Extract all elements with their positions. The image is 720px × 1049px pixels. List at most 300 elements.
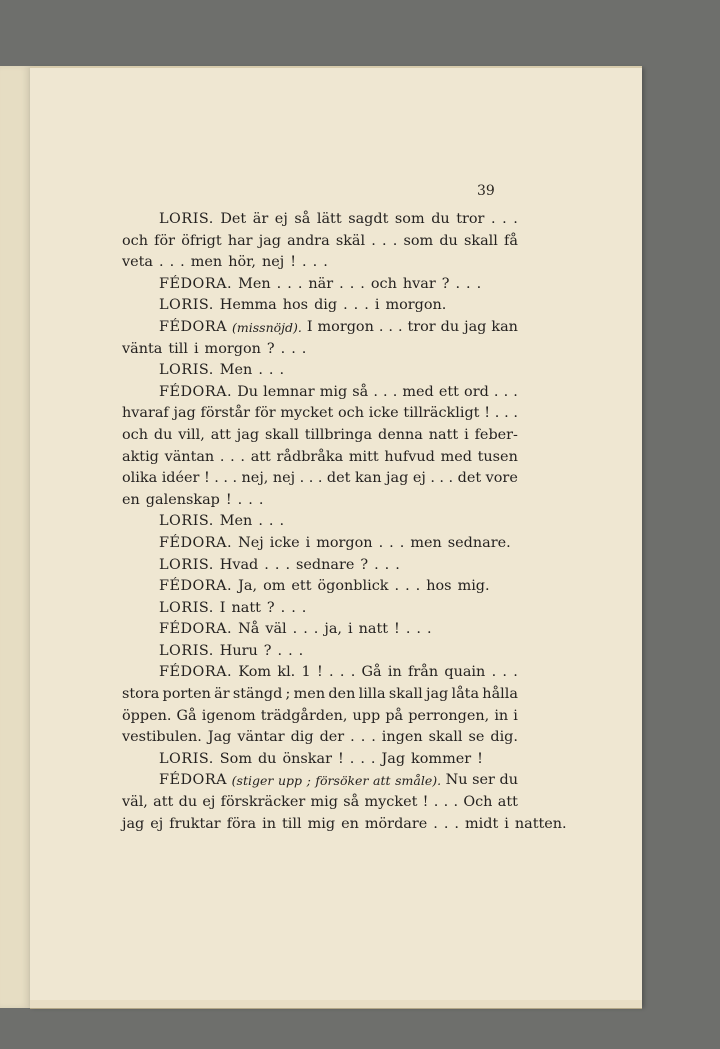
text-word: och — [338, 405, 365, 422]
text-word: . — [371, 729, 376, 746]
text-line — [122, 684, 518, 706]
text-line — [122, 317, 518, 339]
text-word: mördare — [364, 815, 428, 832]
text-word: Som — [219, 750, 252, 767]
text-word: i — [305, 534, 311, 551]
text-word: . — [513, 405, 518, 422]
text-word: så — [343, 794, 360, 811]
text-word: aktig — [122, 448, 159, 465]
text-word: med — [440, 448, 472, 465]
text-word: i — [374, 297, 380, 314]
text-word: . — [426, 621, 432, 638]
text-word: du — [499, 772, 518, 789]
text-word: trädgården, — [260, 707, 348, 724]
text-word: natt — [428, 426, 459, 443]
text-word: du — [153, 426, 173, 443]
text-word: . — [513, 211, 518, 227]
text-word: midt — [465, 815, 499, 832]
text-line — [122, 727, 518, 749]
text-line — [122, 339, 518, 361]
text-word: att — [153, 794, 174, 811]
text-word: sednare. — [447, 534, 511, 551]
text-line — [122, 360, 518, 382]
text-word: galenskap — [145, 491, 220, 508]
text-word: . — [232, 470, 238, 487]
text-word: men — [190, 254, 223, 271]
text-word: Nu — [445, 772, 468, 789]
text-word: in — [494, 707, 509, 724]
text-word: . — [292, 621, 298, 638]
text-line — [122, 814, 567, 836]
text-word: kan — [491, 318, 518, 335]
text-word: . — [301, 599, 307, 616]
text-line — [122, 274, 518, 296]
text-word: . — [277, 642, 283, 659]
text-word: mig — [310, 794, 338, 811]
text-word: . — [237, 491, 243, 508]
text-word: lätt — [316, 211, 342, 227]
text-word: icke — [368, 405, 399, 422]
text-word: . — [373, 383, 378, 400]
left-page-edge — [0, 66, 31, 1008]
text-word: hufvud — [384, 448, 435, 465]
text-word: . — [280, 340, 286, 357]
text-word: nej, — [241, 470, 269, 487]
text-word: när — [308, 275, 334, 292]
text-word: 1 — [301, 664, 311, 681]
text-word: mig — [307, 815, 336, 832]
text-word: igenom — [201, 707, 256, 724]
page-number: 39 — [477, 183, 495, 199]
text-word: ; — [285, 686, 291, 703]
text-word: . — [214, 470, 219, 487]
text-word: . — [395, 556, 400, 573]
text-word: . — [378, 534, 384, 551]
text-word: Gå — [176, 707, 197, 724]
text-word: ej — [412, 470, 426, 487]
text-word: . — [360, 275, 365, 292]
text-word: . — [439, 470, 444, 487]
text-word: . — [382, 232, 387, 249]
page-bottom-edge — [30, 1000, 642, 1009]
text-word: . — [360, 729, 366, 746]
text-word: ! — [225, 491, 232, 508]
text-word: stängd — [232, 686, 283, 703]
text-word: lilla — [358, 686, 386, 703]
text-word: ord — [464, 383, 489, 400]
text-line — [122, 770, 518, 792]
text-word: ett — [291, 578, 312, 595]
text-word: FÉDORA. — [159, 621, 233, 638]
text-word: Huru — [219, 642, 258, 659]
text-word: se — [468, 729, 485, 746]
text-word: skall — [463, 232, 498, 249]
text-word: . — [453, 794, 459, 811]
text-word: olika — [122, 470, 158, 487]
text-word: ! — [290, 254, 297, 271]
text-word: skall — [264, 426, 299, 443]
text-word: du — [431, 211, 450, 227]
text-word: . — [285, 556, 291, 573]
text-word: . — [493, 383, 499, 400]
text-word: från — [408, 664, 439, 681]
text-word: . — [323, 254, 328, 271]
text-word: . — [502, 664, 507, 681]
text-word: hos — [282, 297, 309, 314]
text-word: . — [388, 318, 393, 335]
text-word: . — [240, 448, 245, 465]
text-word: . — [280, 599, 286, 616]
text-line — [122, 209, 518, 231]
text-word: Ja, — [238, 578, 258, 595]
text-word: . — [397, 318, 403, 335]
text-word: . — [248, 491, 253, 508]
text-word: . — [383, 383, 388, 400]
text-word: (missnöjd). — [232, 319, 302, 335]
text-word: . — [443, 815, 449, 832]
text-word: på — [385, 707, 404, 724]
text-word: . — [219, 448, 225, 465]
text-word: natt — [358, 621, 389, 638]
text-word: stora — [122, 686, 160, 703]
text-word: LORIS. — [159, 513, 214, 530]
text-word: . — [491, 211, 496, 227]
text-word: ! — [337, 750, 344, 767]
text-word: der — [319, 729, 345, 746]
text-word: . — [343, 297, 348, 314]
text-line — [122, 382, 518, 404]
text-word: jag — [464, 318, 487, 335]
text-word: öppen. — [122, 707, 172, 724]
text-word: veta — [122, 254, 154, 271]
text-word: Men — [238, 275, 271, 292]
text-word: . — [374, 556, 379, 573]
text-word: kl. — [277, 664, 296, 681]
text-word: perrongen, — [408, 707, 490, 724]
text-word: är — [252, 211, 269, 227]
text-line — [122, 447, 518, 469]
text-word: . — [466, 275, 471, 292]
text-word: ! — [203, 470, 210, 487]
text-word: . — [433, 815, 438, 832]
text-word: . — [502, 211, 507, 227]
text-word: ser — [472, 772, 495, 789]
text-line — [122, 619, 518, 641]
text-word: . — [339, 664, 345, 681]
text-word: ej — [202, 794, 216, 811]
text-word: och — [370, 275, 397, 292]
text-word: i — [504, 815, 509, 832]
text-word: är — [214, 686, 230, 703]
text-word: föra — [226, 815, 257, 832]
text-word: ! — [422, 794, 429, 811]
text-word: morgon — [204, 340, 261, 357]
text-word: Nå — [238, 621, 260, 638]
text-word: att — [210, 426, 231, 443]
text-word: LORIS. — [159, 556, 214, 573]
text-word: (stiger — [231, 773, 274, 789]
text-line — [122, 252, 518, 274]
text-word: . — [258, 513, 263, 530]
text-word: tusen — [477, 448, 518, 465]
text-word: har — [227, 232, 253, 249]
text-word: . — [264, 556, 269, 573]
text-word: . — [329, 664, 334, 681]
text-word: tillbringa — [304, 426, 373, 443]
text-word: i — [193, 340, 199, 357]
text-word: vänta — [122, 340, 163, 357]
text-word: I — [219, 599, 226, 616]
text-word: . — [389, 534, 394, 551]
text-line — [122, 555, 518, 577]
text-word: natt — [231, 599, 261, 616]
text-word: . — [312, 254, 318, 271]
text-word: Hemma — [219, 297, 277, 314]
text-word: morgon — [316, 534, 373, 551]
text-word: . — [364, 297, 369, 314]
text-line — [122, 598, 518, 620]
text-word: jag — [258, 232, 281, 249]
text-word: Och — [463, 794, 493, 811]
text-word: . — [302, 254, 307, 271]
text-word: skall — [428, 729, 463, 746]
text-word: ! — [477, 750, 483, 767]
text-word: ! — [484, 405, 490, 422]
text-word: . — [394, 578, 400, 595]
text-line — [122, 490, 518, 512]
text-word: men — [293, 686, 326, 703]
text-word: FÉDORA. — [159, 664, 233, 681]
text-word: väl — [265, 621, 287, 638]
text-word: . — [276, 275, 282, 292]
text-word: LORIS. — [159, 750, 214, 767]
text-word: Jag — [207, 729, 232, 746]
text-word: men — [410, 534, 442, 551]
text-word: jag — [386, 470, 409, 487]
text-line — [122, 792, 518, 814]
text-word: . — [448, 470, 454, 487]
text-word: . — [298, 642, 304, 659]
text-word: . — [371, 232, 376, 249]
text-word: hos — [426, 578, 452, 595]
text-word: förstår — [200, 405, 251, 422]
text-line — [122, 662, 518, 684]
text-word: och — [122, 426, 148, 443]
text-word: . — [313, 621, 319, 638]
text-word: Nej — [238, 534, 264, 551]
text-word: med — [402, 383, 434, 400]
text-word: FÉDORA. — [159, 383, 233, 400]
text-word: morgon. — [385, 297, 447, 314]
text-word: . — [378, 318, 384, 335]
text-line — [122, 576, 518, 598]
text-word: . — [430, 470, 435, 487]
text-word: som — [394, 211, 425, 227]
text-line — [122, 425, 518, 447]
text-word: öfrigt — [181, 232, 222, 249]
text-word: det — [457, 470, 482, 487]
text-word: ingen — [381, 729, 423, 746]
text-word: väntar — [237, 729, 285, 746]
text-word: skäl — [335, 232, 366, 249]
text-word: Kom — [238, 664, 272, 681]
text-line — [122, 468, 518, 490]
text-word: . — [287, 275, 292, 292]
text-word: LORIS. — [159, 362, 214, 379]
text-word: . — [317, 470, 323, 487]
text-word: icke — [269, 534, 300, 551]
text-word: i — [347, 621, 353, 638]
text-word: idéer — [161, 470, 200, 487]
text-word: . — [291, 340, 296, 357]
text-line — [122, 706, 518, 728]
text-word: FÉDORA — [159, 318, 228, 335]
text-word: LORIS. — [159, 642, 214, 659]
text-word: Gå — [361, 664, 382, 681]
text-word: Hvad — [219, 556, 259, 573]
text-word: . — [476, 275, 482, 292]
text-word: . — [258, 362, 263, 379]
text-word: . — [349, 275, 355, 292]
text-line — [122, 533, 518, 555]
text-word: . — [494, 405, 500, 422]
text-word: Men — [219, 513, 253, 530]
text-word: väntan — [164, 448, 215, 465]
text-word: ? — [441, 275, 450, 292]
text-line — [122, 403, 518, 425]
text-word: . — [258, 491, 264, 508]
text-word: LORIS. — [159, 297, 214, 314]
text-word: . — [503, 383, 509, 400]
text-word: vill, — [178, 426, 205, 443]
text-word: . — [268, 513, 274, 530]
text-word: ett — [438, 383, 459, 400]
text-word: denna — [378, 426, 423, 443]
text-word: mig — [319, 383, 348, 400]
text-word: . — [513, 664, 518, 681]
text-word: till — [168, 340, 188, 357]
text-word: om — [263, 578, 286, 595]
text-word: FÉDORA — [159, 772, 228, 789]
text-word: det — [326, 470, 351, 487]
text-word: . — [350, 729, 355, 746]
text-word: sagdt — [348, 211, 389, 227]
text-word: kommer — [411, 750, 472, 767]
text-word: du — [178, 794, 198, 811]
text-word: lemnar — [263, 383, 315, 400]
text-word: FÉDORA. — [159, 275, 233, 292]
text-word: . — [291, 599, 296, 616]
text-word: I — [306, 318, 313, 335]
text-word: . — [504, 405, 509, 422]
text-word: . — [405, 621, 411, 638]
text-word: i — [464, 426, 469, 443]
text-word: den — [328, 686, 356, 703]
text-word: att — [497, 794, 518, 811]
text-word: . — [339, 275, 344, 292]
text-word: en — [122, 491, 140, 508]
text-word: mitt — [348, 448, 379, 465]
text-word: ej — [150, 815, 164, 832]
text-word: in — [387, 664, 402, 681]
text-word: mycket — [280, 405, 334, 422]
text-word: jag — [236, 426, 260, 443]
text-word: en — [341, 815, 359, 832]
text-word: kan — [354, 470, 382, 487]
text-word: i — [513, 707, 518, 724]
text-word: tror — [456, 211, 485, 227]
text-word: natten. — [514, 815, 567, 832]
text-word: skall — [388, 686, 423, 703]
text-word: LORIS. — [159, 599, 214, 616]
text-word: för — [154, 232, 176, 249]
text-word: ? — [266, 599, 275, 616]
text-word: rådbråka — [276, 448, 344, 465]
text-word: feber- — [474, 426, 518, 443]
text-word: ; — [306, 773, 311, 789]
text-line — [122, 749, 518, 771]
text-word: . — [491, 664, 497, 681]
text-word: ja, — [324, 621, 342, 638]
text-word: . — [223, 470, 228, 487]
text-word: jag — [173, 405, 196, 422]
text-line — [122, 641, 518, 663]
text-word: . — [159, 254, 164, 271]
text-word: . — [416, 621, 421, 638]
text-word: ? — [266, 340, 275, 357]
text-word: . — [405, 578, 410, 595]
text-word: ej — [274, 211, 288, 227]
text-word: för — [254, 405, 276, 422]
text-word: mycket — [364, 794, 418, 811]
text-word: hör, — [228, 254, 256, 271]
text-word: dig. — [490, 729, 518, 746]
text-word: . — [392, 383, 398, 400]
text-word: vestibulen. — [122, 729, 202, 746]
text-word: FÉDORA. — [159, 578, 233, 595]
text-word: sednare — [296, 556, 355, 573]
text-word: quain — [444, 664, 486, 681]
text-word: . — [279, 513, 285, 530]
text-word: att — [250, 448, 271, 465]
text-word: så — [352, 383, 369, 400]
text-word: väl, — [122, 794, 148, 811]
text-word: . — [268, 362, 274, 379]
text-word: till — [282, 815, 302, 832]
text-word: ! — [394, 621, 400, 638]
text-word: FÉDORA. — [159, 534, 233, 551]
text-word: och — [122, 232, 148, 249]
text-word: in — [262, 815, 277, 832]
text-word: . — [349, 750, 355, 767]
text-word: Det — [220, 211, 247, 227]
text-word: du — [439, 232, 458, 249]
text-word: . — [360, 750, 365, 767]
text-line — [122, 295, 518, 317]
dialogue-text — [122, 209, 567, 835]
text-word: ? — [360, 556, 369, 573]
text-word: . — [392, 232, 398, 249]
text-word: Du — [237, 383, 259, 400]
text-word: andra — [287, 232, 330, 249]
text-word: porten — [162, 686, 211, 703]
text-word: försöker — [315, 773, 369, 789]
text-word: tror — [407, 318, 436, 335]
text-word: Men — [219, 362, 253, 379]
text-line — [122, 231, 518, 253]
text-line — [122, 511, 518, 533]
text-word: . — [455, 275, 461, 292]
